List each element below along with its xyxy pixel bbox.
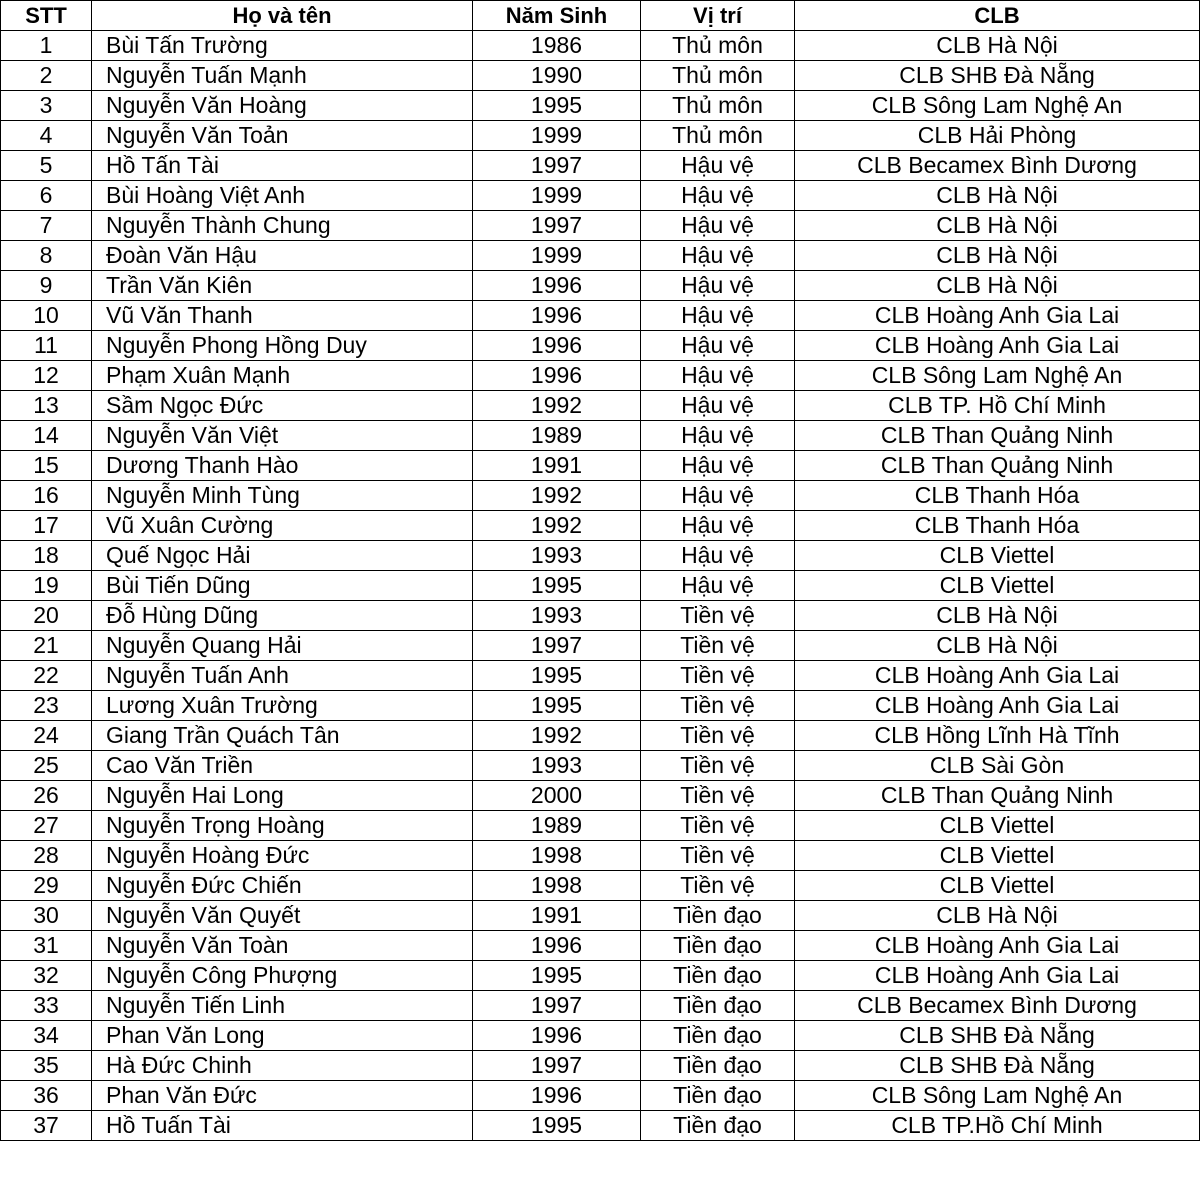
row-name: Bùi Hoàng Việt Anh	[92, 181, 473, 211]
row-stt: 31	[1, 931, 92, 961]
row-name: Cao Văn Triền	[92, 751, 473, 781]
row-stt: 9	[1, 271, 92, 301]
row-name: Bùi Tấn Trường	[92, 31, 473, 61]
row-club: CLB Hà Nội	[795, 601, 1200, 631]
table-row	[1, 961, 1200, 991]
row-birth-year: 1992	[473, 721, 641, 751]
row-name: Nguyễn Văn Hoàng	[92, 91, 473, 121]
row-name: Nguyễn Trọng Hoàng	[92, 811, 473, 841]
row-position: Tiền đạo	[641, 1081, 795, 1111]
table-row	[1, 841, 1200, 871]
row-stt: 36	[1, 1081, 92, 1111]
row-position: Tiền vệ	[641, 751, 795, 781]
row-name: Nguyễn Công Phượng	[92, 961, 473, 991]
row-name: Vũ Văn Thanh	[92, 301, 473, 331]
row-birth-year: 1997	[473, 991, 641, 1021]
row-birth-year: 1992	[473, 511, 641, 541]
row-stt: 11	[1, 331, 92, 361]
row-club: CLB Thanh Hóa	[795, 481, 1200, 511]
row-name: Nguyễn Hoàng Đức	[92, 841, 473, 871]
table-row	[1, 1021, 1200, 1051]
row-birth-year: 1996	[473, 1021, 641, 1051]
table-row	[1, 631, 1200, 661]
row-position: Tiền đạo	[641, 991, 795, 1021]
row-position: Tiền vệ	[641, 691, 795, 721]
row-birth-year: 1986	[473, 31, 641, 61]
row-stt: 16	[1, 481, 92, 511]
row-name: Phạm Xuân Mạnh	[92, 361, 473, 391]
row-stt: 1	[1, 31, 92, 61]
row-position: Hậu vệ	[641, 301, 795, 331]
row-birth-year: 1990	[473, 61, 641, 91]
row-club: CLB Sông Lam Nghệ An	[795, 1081, 1200, 1111]
row-birth-year: 1999	[473, 121, 641, 151]
row-position: Hậu vệ	[641, 451, 795, 481]
row-stt: 6	[1, 181, 92, 211]
header-name: Họ và tên	[92, 1, 473, 31]
row-club: CLB Than Quảng Ninh	[795, 451, 1200, 481]
row-position: Hậu vệ	[641, 571, 795, 601]
row-birth-year: 1996	[473, 361, 641, 391]
row-club: CLB Hà Nội	[795, 901, 1200, 931]
row-birth-year: 1992	[473, 391, 641, 421]
table-row	[1, 871, 1200, 901]
row-position: Tiền đạo	[641, 1021, 795, 1051]
row-birth-year: 1993	[473, 601, 641, 631]
table-row	[1, 241, 1200, 271]
row-birth-year: 1997	[473, 211, 641, 241]
row-birth-year: 1996	[473, 931, 641, 961]
row-position: Tiền vệ	[641, 631, 795, 661]
row-name: Nguyễn Quang Hải	[92, 631, 473, 661]
header-birth-year: Năm Sinh	[473, 1, 641, 31]
row-position: Tiền vệ	[641, 811, 795, 841]
row-stt: 21	[1, 631, 92, 661]
table-row	[1, 391, 1200, 421]
row-name: Nguyễn Tuấn Mạnh	[92, 61, 473, 91]
table-row	[1, 481, 1200, 511]
table-row	[1, 601, 1200, 631]
row-birth-year: 1995	[473, 571, 641, 601]
row-position: Thủ môn	[641, 91, 795, 121]
row-birth-year: 1996	[473, 1081, 641, 1111]
row-position: Hậu vệ	[641, 511, 795, 541]
row-club: CLB Than Quảng Ninh	[795, 781, 1200, 811]
row-name: Hồ Tấn Tài	[92, 151, 473, 181]
table-row	[1, 361, 1200, 391]
row-position: Thủ môn	[641, 121, 795, 151]
row-birth-year: 1991	[473, 901, 641, 931]
row-position: Hậu vệ	[641, 211, 795, 241]
row-position: Tiền vệ	[641, 871, 795, 901]
table-row	[1, 541, 1200, 571]
row-club: CLB Hà Nội	[795, 631, 1200, 661]
row-birth-year: 1997	[473, 151, 641, 181]
row-stt: 2	[1, 61, 92, 91]
table-row	[1, 661, 1200, 691]
row-position: Hậu vệ	[641, 361, 795, 391]
row-name: Đỗ Hùng Dũng	[92, 601, 473, 631]
row-position: Tiền đạo	[641, 961, 795, 991]
row-position: Hậu vệ	[641, 391, 795, 421]
row-club: CLB SHB Đà Nẵng	[795, 61, 1200, 91]
row-name: Trần Văn Kiên	[92, 271, 473, 301]
row-name: Nguyễn Văn Quyết	[92, 901, 473, 931]
row-birth-year: 1998	[473, 841, 641, 871]
row-birth-year: 1989	[473, 811, 641, 841]
row-name: Giang Trần Quách Tân	[92, 721, 473, 751]
row-position: Tiền vệ	[641, 721, 795, 751]
row-club: CLB Hồng Lĩnh Hà Tĩnh	[795, 721, 1200, 751]
row-position: Thủ môn	[641, 31, 795, 61]
row-position: Hậu vệ	[641, 541, 795, 571]
table-row	[1, 991, 1200, 1021]
table-row	[1, 691, 1200, 721]
row-position: Hậu vệ	[641, 241, 795, 271]
row-club: CLB Hoàng Anh Gia Lai	[795, 331, 1200, 361]
row-stt: 25	[1, 751, 92, 781]
row-position: Hậu vệ	[641, 331, 795, 361]
row-stt: 35	[1, 1051, 92, 1081]
row-name: Nguyễn Văn Toàn	[92, 931, 473, 961]
row-birth-year: 1995	[473, 91, 641, 121]
row-stt: 24	[1, 721, 92, 751]
row-stt: 23	[1, 691, 92, 721]
row-club: CLB Hà Nội	[795, 271, 1200, 301]
row-name: Nguyễn Tuấn Anh	[92, 661, 473, 691]
row-position: Hậu vệ	[641, 151, 795, 181]
row-position: Tiền vệ	[641, 661, 795, 691]
row-club: CLB Hoàng Anh Gia Lai	[795, 931, 1200, 961]
table-row	[1, 31, 1200, 61]
row-birth-year: 1997	[473, 1051, 641, 1081]
row-club: CLB TP.Hồ Chí Minh	[795, 1111, 1200, 1141]
table-row	[1, 931, 1200, 961]
row-club: CLB SHB Đà Nẵng	[795, 1051, 1200, 1081]
row-name: Đoàn Văn Hậu	[92, 241, 473, 271]
row-stt: 20	[1, 601, 92, 631]
table-row	[1, 811, 1200, 841]
row-position: Hậu vệ	[641, 421, 795, 451]
row-position: Hậu vệ	[641, 181, 795, 211]
row-name: Hà Đức Chinh	[92, 1051, 473, 1081]
row-name: Nguyễn Văn Việt	[92, 421, 473, 451]
table-row	[1, 1111, 1200, 1141]
row-name: Nguyễn Minh Tùng	[92, 481, 473, 511]
row-club: CLB Hải Phòng	[795, 121, 1200, 151]
table-row	[1, 781, 1200, 811]
row-name: Phan Văn Long	[92, 1021, 473, 1051]
row-name: Dương Thanh Hào	[92, 451, 473, 481]
table-row	[1, 211, 1200, 241]
row-birth-year: 1996	[473, 331, 641, 361]
row-club: CLB SHB Đà Nẵng	[795, 1021, 1200, 1051]
row-club: CLB Hà Nội	[795, 211, 1200, 241]
header-club: CLB	[795, 1, 1200, 31]
row-club: CLB Viettel	[795, 811, 1200, 841]
row-birth-year: 1993	[473, 541, 641, 571]
table-row	[1, 451, 1200, 481]
table-row	[1, 901, 1200, 931]
row-club: CLB Viettel	[795, 541, 1200, 571]
row-stt: 7	[1, 211, 92, 241]
table-row	[1, 571, 1200, 601]
table-row	[1, 91, 1200, 121]
row-name: Nguyễn Đức Chiến	[92, 871, 473, 901]
row-position: Tiền vệ	[641, 601, 795, 631]
header-position: Vị trí	[641, 1, 795, 31]
row-stt: 22	[1, 661, 92, 691]
row-birth-year: 1996	[473, 271, 641, 301]
row-birth-year: 1996	[473, 301, 641, 331]
row-club: CLB Hoàng Anh Gia Lai	[795, 301, 1200, 331]
header-stt: STT	[1, 1, 92, 31]
row-name: Vũ Xuân Cường	[92, 511, 473, 541]
row-name: Nguyễn Hai Long	[92, 781, 473, 811]
row-club: CLB Thanh Hóa	[795, 511, 1200, 541]
row-name: Nguyễn Phong Hồng Duy	[92, 331, 473, 361]
row-birth-year: 1993	[473, 751, 641, 781]
row-club: CLB Becamex Bình Dương	[795, 991, 1200, 1021]
row-position: Tiền đạo	[641, 1111, 795, 1141]
row-name: Sầm Ngọc Đức	[92, 391, 473, 421]
table-row	[1, 151, 1200, 181]
row-position: Thủ môn	[641, 61, 795, 91]
table-row	[1, 751, 1200, 781]
row-stt: 26	[1, 781, 92, 811]
table-row	[1, 61, 1200, 91]
row-position: Tiền vệ	[641, 781, 795, 811]
row-club: CLB Sài Gòn	[795, 751, 1200, 781]
row-stt: 13	[1, 391, 92, 421]
row-club: CLB Viettel	[795, 871, 1200, 901]
row-birth-year: 1995	[473, 691, 641, 721]
row-birth-year: 2000	[473, 781, 641, 811]
row-position: Hậu vệ	[641, 271, 795, 301]
row-stt: 27	[1, 811, 92, 841]
row-club: CLB Viettel	[795, 841, 1200, 871]
row-stt: 3	[1, 91, 92, 121]
row-stt: 18	[1, 541, 92, 571]
row-position: Tiền đạo	[641, 901, 795, 931]
row-position: Tiền đạo	[641, 931, 795, 961]
row-stt: 14	[1, 421, 92, 451]
row-stt: 4	[1, 121, 92, 151]
row-name: Hồ Tuấn Tài	[92, 1111, 473, 1141]
row-club: CLB Becamex Bình Dương	[795, 151, 1200, 181]
row-position: Tiền đạo	[641, 1051, 795, 1081]
row-stt: 37	[1, 1111, 92, 1141]
row-stt: 12	[1, 361, 92, 391]
row-stt: 28	[1, 841, 92, 871]
row-name: Phan Văn Đức	[92, 1081, 473, 1111]
table-row	[1, 181, 1200, 211]
table-row	[1, 421, 1200, 451]
table-row	[1, 1081, 1200, 1111]
row-birth-year: 1995	[473, 1111, 641, 1141]
row-club: CLB Hoàng Anh Gia Lai	[795, 691, 1200, 721]
table-row	[1, 1051, 1200, 1081]
row-birth-year: 1999	[473, 181, 641, 211]
row-stt: 29	[1, 871, 92, 901]
table-row	[1, 331, 1200, 361]
row-stt: 8	[1, 241, 92, 271]
row-name: Nguyễn Tiến Linh	[92, 991, 473, 1021]
row-name: Lương Xuân Trường	[92, 691, 473, 721]
row-stt: 5	[1, 151, 92, 181]
row-stt: 33	[1, 991, 92, 1021]
row-club: CLB Viettel	[795, 571, 1200, 601]
row-name: Bùi Tiến Dũng	[92, 571, 473, 601]
row-position: Tiền vệ	[641, 841, 795, 871]
row-club: CLB Hoàng Anh Gia Lai	[795, 961, 1200, 991]
row-stt: 30	[1, 901, 92, 931]
row-birth-year: 1995	[473, 661, 641, 691]
row-club: CLB Than Quảng Ninh	[795, 421, 1200, 451]
row-name: Nguyễn Văn Toản	[92, 121, 473, 151]
row-club: CLB Hà Nội	[795, 181, 1200, 211]
row-stt: 34	[1, 1021, 92, 1051]
table-row	[1, 271, 1200, 301]
row-birth-year: 1997	[473, 631, 641, 661]
row-birth-year: 1989	[473, 421, 641, 451]
row-stt: 19	[1, 571, 92, 601]
row-birth-year: 1998	[473, 871, 641, 901]
table-row	[1, 301, 1200, 331]
row-stt: 10	[1, 301, 92, 331]
row-name: Nguyễn Thành Chung	[92, 211, 473, 241]
row-club: CLB Hà Nội	[795, 31, 1200, 61]
row-position: Hậu vệ	[641, 481, 795, 511]
row-club: CLB Hoàng Anh Gia Lai	[795, 661, 1200, 691]
row-birth-year: 1995	[473, 961, 641, 991]
header-row	[1, 1, 1200, 31]
row-club: CLB Sông Lam Nghệ An	[795, 91, 1200, 121]
row-club: CLB Sông Lam Nghệ An	[795, 361, 1200, 391]
row-stt: 15	[1, 451, 92, 481]
row-birth-year: 1999	[473, 241, 641, 271]
row-birth-year: 1992	[473, 481, 641, 511]
table-row	[1, 511, 1200, 541]
row-stt: 32	[1, 961, 92, 991]
row-club: CLB TP. Hồ Chí Minh	[795, 391, 1200, 421]
table-row	[1, 121, 1200, 151]
table-row	[1, 721, 1200, 751]
row-stt: 17	[1, 511, 92, 541]
row-club: CLB Hà Nội	[795, 241, 1200, 271]
row-name: Quế Ngọc Hải	[92, 541, 473, 571]
row-birth-year: 1991	[473, 451, 641, 481]
